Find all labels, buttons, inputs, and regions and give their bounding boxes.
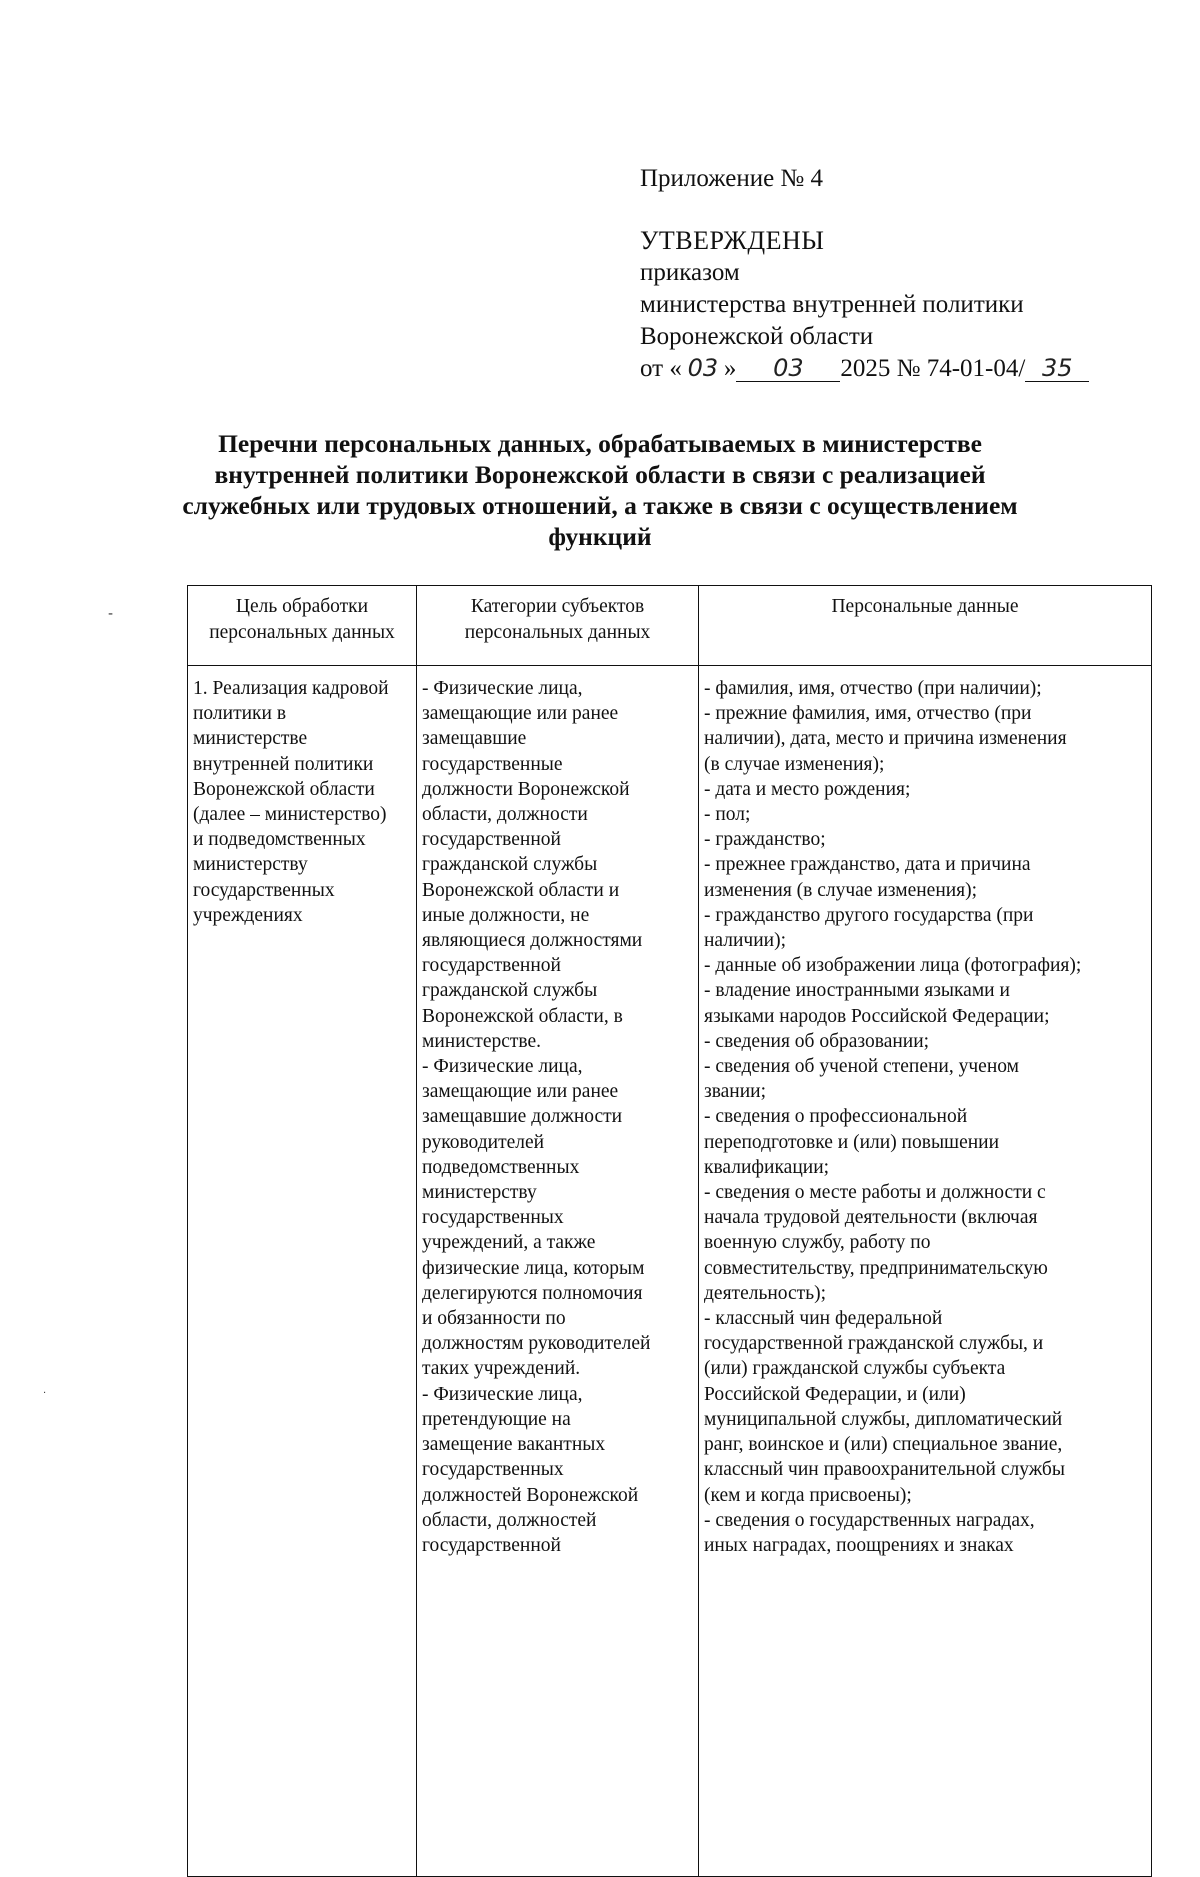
cell-line: языками народов Российской Федерации; [704,1005,1050,1027]
cell-categories [417,666,699,1877]
cell-line: области, должности [422,804,588,826]
cell-line: - фамилия, имя, отчество (при наличии); [704,678,1042,699]
cell-line: гражданской службы [422,980,598,1002]
cell-line: государственных [193,879,335,901]
handwritten-order-number: 35 [1025,355,1089,382]
table-header-row [188,586,1152,666]
cell-line: иные должности, не [422,904,590,926]
cell-line: и обязанности по [422,1308,566,1330]
cell-line: изменения (в случае изменения); [704,879,978,901]
cell-line: должностям руководителей [422,1333,651,1355]
title-line: служебных или трудовых отношений, а также в связи с осуществлением [182,491,1018,520]
cell-line: (или) гражданской службы субъекта [704,1358,1006,1380]
cell-line: замещение вакантных [422,1434,606,1456]
handwritten-month: 03 [736,355,840,382]
cell-line: претендующие на [422,1408,571,1430]
approval-block [640,163,1160,385]
date-prefix: от « [640,355,682,382]
cell-line: - Физические лица, [422,1056,583,1078]
cell-line: и подведомственных [193,829,366,851]
cell-line: государственных [422,1459,564,1481]
header-line: персональных данных [464,622,651,643]
cell-line: - сведения о месте работы и должности с [704,1182,1046,1204]
appendix-number: Приложение № 4 [640,165,824,192]
cell-line: подведомственных [422,1156,580,1178]
cell-line: - пол; [704,804,751,826]
cell-line: руководителей [422,1131,545,1153]
cell-line: государственной гражданской службы, и [704,1333,1044,1355]
cell-line: 1. Реализация кадровой [193,678,389,699]
cell-line: министерстве [193,728,308,750]
cell-purpose [188,666,417,1877]
order-line: министерства внутренней политики [640,291,1024,318]
margin-dash-mark: - [108,606,114,622]
cell-line: - Физические лица, [422,678,583,699]
cell-line: делегируются полномочия [422,1282,643,1304]
cell-line: являющиеся должностями [422,930,643,952]
cell-line: внутренней политики [193,753,374,775]
cell-line: Воронежской области, в [422,1005,623,1027]
cell-line: - данные об изображении лица (фотография); [704,955,1082,977]
cell-line: министерству [193,854,308,876]
cell-line: учреждений, а также [422,1232,596,1254]
cell-line: политики в [193,703,287,725]
date-quote-close: » [723,355,737,382]
cell-line: наличии); [704,930,787,952]
cell-line: - владение иностранными языками и [704,980,1010,1002]
cell-line: - гражданство; [704,829,826,851]
cell-line: классный чин правоохранительной службы [704,1459,1065,1481]
cell-line: гражданской службы [422,854,598,876]
header-line: Категории субъектов [470,596,645,617]
cell-line: замещающие или ранее [422,1081,619,1103]
cell-line: начала трудовой деятельности (включая [704,1207,1038,1229]
cell-line: (в случае изменения); [704,753,885,775]
cell-line: переподготовке и (или) повышении [704,1131,1000,1153]
cell-line: Воронежской области и [422,879,620,901]
order-line: Воронежской области [640,323,874,350]
cell-line: совместительству, предпринимательскую [704,1257,1048,1279]
cell-line: (далее – министерство) [193,804,387,826]
cell-line: военную службу, работу по [704,1232,931,1254]
cell-line: физические лица, которым [422,1257,645,1279]
date-year-number: 2025 № 74-01-04/ [840,355,1026,382]
cell-line: - сведения об образовании; [704,1030,930,1052]
cell-line: государственных [422,1207,564,1229]
cell-line: - классный чин федеральной [704,1308,943,1330]
cell-line: квалификации; [704,1156,830,1178]
cell-line: государственной [422,955,561,977]
cell-line: должностей Воронежской [422,1484,639,1506]
cell-line: министерстве. [422,1030,542,1052]
cell-line: - сведения о профессиональной [704,1106,968,1128]
cell-line: ранг, воинское и (или) специальное звание, [704,1434,1063,1456]
cell-line: звании; [704,1081,767,1103]
header-line: Персональные данные [831,596,1019,617]
header-line: Цель обработки [235,596,369,617]
cell-line: таких учреждений. [422,1358,581,1380]
cell-line: министерству [422,1182,537,1204]
cell-line: государственной [422,1534,561,1556]
cell-line: замещавшие [422,728,527,750]
header-categories [417,586,699,666]
cell-line: - дата и место рождения; [704,778,911,800]
cell-line: государственные [422,753,563,775]
cell-line: учреждениях [193,904,303,926]
title-line: функций [548,522,652,551]
cell-line: Российской Федерации, и (или) [704,1383,966,1405]
cell-line: области, должностей [422,1509,597,1531]
approved-label: УТВЕРЖДЕНЫ [640,226,825,255]
cell-line: (кем и когда присвоены); [704,1484,912,1506]
cell-line: государственной [422,829,561,851]
cell-line: деятельность); [704,1282,826,1304]
personal-data-table [187,585,1152,1877]
cell-line: муниципальной службы, дипломатический [704,1408,1063,1430]
handwritten-day: 03 [687,354,719,382]
cell-line: должности Воронежской [422,778,630,800]
cell-line: Воронежской области [193,778,375,800]
cell-line: - прежнее гражданство, дата и причина [704,854,1031,876]
title-line: Перечни персональных данных, обрабатываемых в министерстве [218,429,982,458]
header-personal-data [699,586,1152,666]
cell-line: иных наградах, поощрениях и знаках [704,1534,1014,1556]
cell-line: - гражданство другого государства (при [704,904,1034,926]
cell-line: - сведения о государственных наградах, [704,1509,1035,1531]
title-line: внутренней политики Воронежской области в связи с реализацией [214,460,986,489]
document-title [150,428,1050,552]
margin-dot-mark: · [43,1388,47,1399]
cell-line: - сведения об ученой степени, ученом [704,1056,1019,1078]
header-purpose [188,586,417,666]
order-date-line [640,353,1160,385]
cell-personal-data [699,666,1152,1877]
table-row [188,666,1152,1877]
cell-line: - прежние фамилия, имя, отчество (при [704,703,1032,725]
cell-line: наличии), дата, место и причина изменения [704,728,1067,750]
cell-line: замещающие или ранее [422,703,619,725]
order-line: приказом [640,259,740,286]
cell-line: - Физические лица, [422,1383,583,1405]
cell-line: замещавшие должности [422,1106,623,1128]
header-line: персональных данных [209,622,395,643]
